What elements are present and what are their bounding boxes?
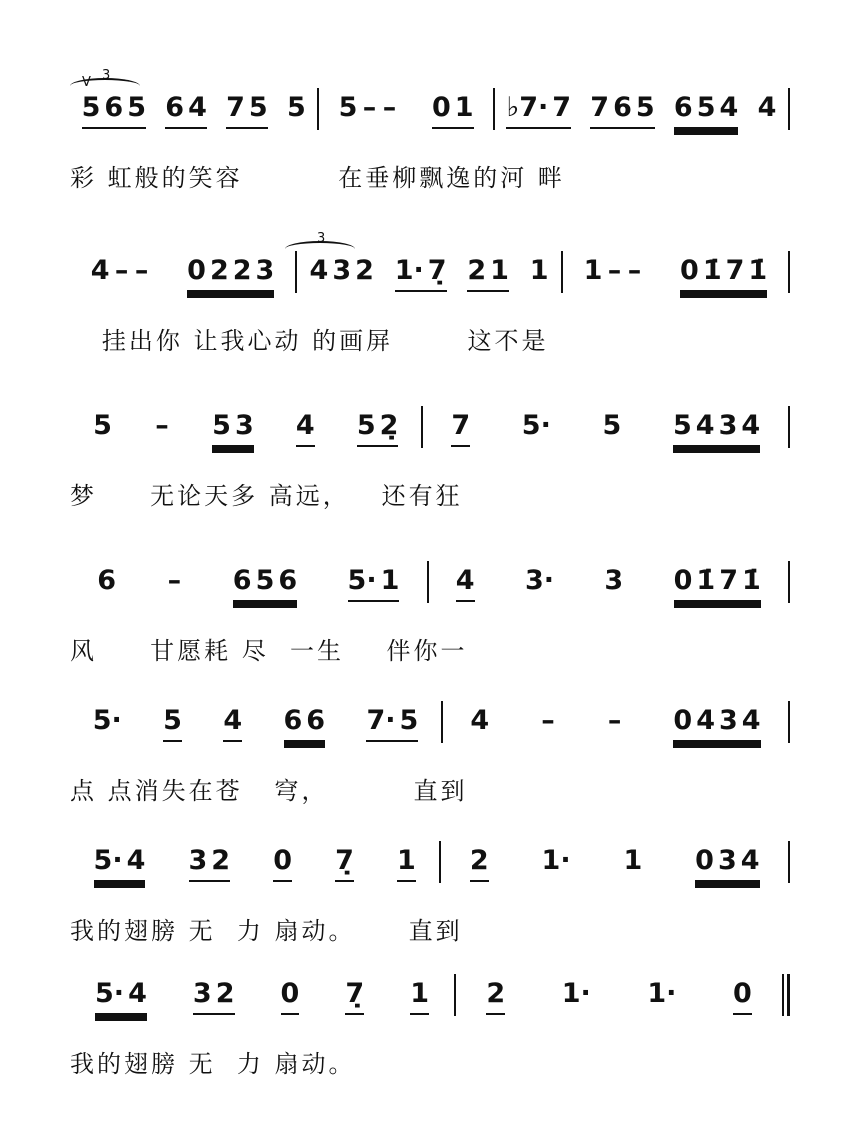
note: 5· bbox=[93, 845, 123, 876]
lyrics: 梦 无论天多 高远， 还有狂 bbox=[70, 482, 463, 510]
score-line bbox=[70, 68, 790, 193]
note-group bbox=[470, 845, 489, 882]
note: 4 bbox=[126, 845, 146, 876]
note: 1 bbox=[410, 978, 430, 1009]
note: – bbox=[607, 255, 622, 286]
note: 4 bbox=[295, 410, 315, 441]
lyrics: 我的翅膀 无 力 扇动。 bbox=[70, 1050, 356, 1078]
triplet-mark: 3 bbox=[317, 231, 326, 246]
note-group bbox=[310, 255, 374, 290]
note-group bbox=[95, 978, 147, 1015]
note-group bbox=[607, 705, 623, 740]
lyrics: 我的翅膀 无 力 扇动。 直到 bbox=[70, 917, 463, 945]
note: 4 bbox=[470, 705, 490, 736]
note-group bbox=[647, 978, 676, 1013]
note: 5· bbox=[92, 705, 122, 736]
notes-row bbox=[70, 410, 790, 480]
note: 3 bbox=[717, 845, 737, 876]
note: 5 bbox=[399, 705, 419, 736]
note: 5 bbox=[672, 410, 692, 441]
note: 5 bbox=[696, 92, 716, 123]
note: 5· bbox=[521, 410, 551, 441]
note: 5 bbox=[212, 410, 231, 441]
note: – bbox=[627, 255, 642, 286]
note: 1· bbox=[394, 255, 424, 286]
note-group bbox=[674, 92, 738, 129]
note: 3 bbox=[604, 565, 624, 596]
note-group bbox=[562, 978, 591, 1013]
note-group bbox=[93, 705, 122, 740]
note: 2 bbox=[486, 978, 506, 1009]
note: 7̣ bbox=[427, 255, 447, 286]
note-group bbox=[357, 410, 399, 447]
note-group bbox=[345, 978, 364, 1015]
note-group bbox=[584, 255, 643, 290]
note-group bbox=[540, 705, 556, 740]
measure bbox=[429, 565, 788, 602]
note-group bbox=[93, 410, 112, 445]
note-group bbox=[470, 705, 489, 740]
note-group bbox=[674, 565, 761, 602]
measure bbox=[70, 410, 421, 447]
note: 4 bbox=[695, 410, 715, 441]
score-line bbox=[70, 410, 790, 511]
measure bbox=[443, 705, 788, 742]
note: 4 bbox=[740, 845, 760, 876]
note-group bbox=[506, 92, 571, 129]
note: 0 bbox=[680, 255, 699, 286]
note: 4 bbox=[309, 255, 329, 286]
lyrics: 挂出你 让我心动 的画屏 这不是 bbox=[70, 327, 549, 355]
bar-line bbox=[782, 974, 790, 1016]
note-group bbox=[467, 255, 509, 292]
bar-line bbox=[788, 841, 790, 883]
note: 5 bbox=[602, 410, 622, 441]
note: – bbox=[541, 705, 555, 736]
note: 6 bbox=[232, 565, 252, 596]
note-group bbox=[94, 845, 146, 882]
lyrics: 风 甘愿耗 尽 一生 伴你一 bbox=[70, 637, 468, 665]
note: 6 bbox=[613, 92, 632, 123]
bar-line bbox=[788, 88, 790, 130]
note: 0 bbox=[273, 845, 292, 876]
bar-line bbox=[788, 251, 790, 293]
note: 1 bbox=[490, 255, 509, 286]
notes-row bbox=[70, 92, 790, 162]
note: 5 bbox=[356, 410, 376, 441]
note: 0 bbox=[280, 978, 300, 1009]
note-group bbox=[165, 92, 207, 129]
notes-row bbox=[70, 978, 790, 1048]
note-group bbox=[82, 92, 146, 129]
note: 2 bbox=[215, 978, 235, 1009]
notes-row bbox=[70, 255, 790, 325]
note-group bbox=[486, 978, 505, 1015]
note: 5 bbox=[286, 92, 306, 123]
note-group bbox=[163, 705, 182, 742]
note: 6 bbox=[278, 565, 298, 596]
note: – bbox=[382, 92, 397, 123]
note: 3 bbox=[255, 255, 275, 286]
note-group bbox=[590, 92, 654, 129]
note: 1 bbox=[454, 92, 474, 123]
note: 3 bbox=[332, 255, 352, 286]
note: 2 bbox=[469, 845, 489, 876]
note-group bbox=[97, 565, 116, 600]
note: 4 bbox=[696, 705, 715, 736]
note: 3· bbox=[524, 565, 555, 596]
score-line bbox=[70, 705, 790, 806]
note-group bbox=[287, 92, 306, 127]
note: 1 bbox=[529, 255, 549, 286]
note-group bbox=[91, 255, 150, 290]
note: 0 bbox=[187, 255, 206, 286]
note: 4 bbox=[455, 565, 475, 596]
score-line bbox=[70, 978, 790, 1079]
note-group bbox=[623, 845, 642, 880]
note-group bbox=[410, 978, 429, 1015]
score-line bbox=[70, 845, 790, 946]
note: 4 bbox=[188, 92, 207, 123]
note: 6 bbox=[306, 705, 326, 736]
note: 4 bbox=[223, 705, 243, 736]
note: 2 bbox=[211, 845, 231, 876]
note: 1· bbox=[561, 978, 591, 1009]
measure bbox=[441, 845, 788, 882]
note: 1̇ bbox=[748, 255, 768, 286]
note: 2 bbox=[355, 255, 374, 286]
note-group bbox=[273, 845, 292, 882]
note: 3 bbox=[234, 410, 254, 441]
note: 6 bbox=[283, 705, 303, 736]
measure bbox=[70, 978, 454, 1015]
note-group bbox=[695, 845, 759, 882]
note-group bbox=[193, 978, 235, 1015]
note: 7 bbox=[451, 410, 471, 441]
note-group bbox=[673, 410, 760, 447]
note: 0 bbox=[732, 978, 752, 1009]
bar-line bbox=[788, 561, 790, 603]
note: – bbox=[362, 92, 377, 123]
note: 5 bbox=[81, 92, 101, 123]
note: 4 bbox=[719, 92, 739, 123]
note-group bbox=[366, 705, 418, 742]
note: 6 bbox=[97, 565, 116, 596]
note-group bbox=[733, 978, 752, 1015]
note: 5 bbox=[338, 92, 358, 123]
note: 0 bbox=[695, 845, 714, 876]
note: 4 bbox=[128, 978, 147, 1009]
note-group bbox=[542, 845, 571, 880]
score-line bbox=[70, 565, 790, 666]
note: 5 bbox=[127, 92, 147, 123]
note: 1 bbox=[380, 565, 400, 596]
note: – bbox=[167, 565, 182, 596]
note: 1· bbox=[647, 978, 677, 1009]
note-group bbox=[604, 565, 623, 600]
measure bbox=[70, 845, 439, 882]
note: 4 bbox=[90, 255, 110, 286]
note-group bbox=[284, 705, 326, 742]
measure bbox=[70, 92, 317, 129]
note-group bbox=[154, 410, 170, 445]
note: 7̣ bbox=[335, 845, 354, 876]
note-group bbox=[530, 255, 549, 290]
bar-line bbox=[788, 701, 790, 743]
note-group bbox=[432, 92, 474, 129]
note-group bbox=[335, 845, 354, 882]
note-group bbox=[226, 92, 268, 129]
note: 0 bbox=[673, 565, 693, 596]
note: 3 bbox=[718, 410, 738, 441]
note: 6 bbox=[104, 92, 124, 123]
score-line bbox=[70, 231, 790, 356]
measure bbox=[563, 255, 788, 292]
note: 4 bbox=[741, 410, 761, 441]
note-group bbox=[603, 410, 622, 445]
note: 5 bbox=[163, 705, 182, 736]
note-group bbox=[680, 255, 767, 292]
note-group bbox=[296, 410, 315, 447]
note-group bbox=[212, 410, 254, 447]
note-group bbox=[187, 255, 274, 292]
note: 0 bbox=[431, 92, 451, 123]
note-group bbox=[673, 705, 760, 742]
note-group bbox=[348, 565, 400, 602]
note: 7 bbox=[552, 92, 572, 123]
triplet-mark: 3 bbox=[102, 68, 111, 83]
lyrics: 彩 虹般的笑容 在垂柳飘逸的河 畔 bbox=[70, 164, 565, 192]
measure bbox=[495, 92, 788, 129]
note: 4 bbox=[757, 92, 777, 123]
note: 3 bbox=[719, 705, 738, 736]
measure bbox=[70, 565, 427, 602]
measure bbox=[70, 255, 295, 292]
note: 6 bbox=[673, 92, 693, 123]
measure bbox=[456, 978, 782, 1015]
note-group bbox=[339, 92, 398, 127]
note-group bbox=[522, 410, 551, 445]
notes-row bbox=[70, 565, 790, 635]
note: – bbox=[114, 255, 129, 286]
note: 2 bbox=[209, 255, 229, 286]
bar-line bbox=[788, 406, 790, 448]
note: 7 bbox=[719, 565, 738, 596]
note: 1̇ bbox=[702, 255, 722, 286]
note: 5 bbox=[93, 410, 112, 441]
note: 5 bbox=[248, 92, 268, 123]
note-group bbox=[758, 92, 777, 127]
note: 5· bbox=[347, 565, 377, 596]
note: 2 bbox=[232, 255, 252, 286]
measure bbox=[297, 255, 561, 292]
notes-row bbox=[70, 845, 790, 915]
note: 2 bbox=[467, 255, 487, 286]
note-group bbox=[189, 845, 231, 882]
note-group bbox=[456, 565, 475, 602]
note: 1̇ bbox=[696, 565, 716, 596]
note: ♭7· bbox=[506, 92, 549, 123]
notes-row bbox=[70, 705, 790, 775]
note: – bbox=[607, 705, 622, 736]
note: 5· bbox=[95, 978, 125, 1009]
measure bbox=[70, 705, 441, 742]
note: 1· bbox=[541, 845, 571, 876]
lyrics: 点 点消失在苍 穹， 直到 bbox=[70, 777, 468, 805]
note: 7 bbox=[725, 255, 745, 286]
note-group bbox=[223, 705, 242, 742]
note: 7 bbox=[226, 92, 245, 123]
note: 7 bbox=[590, 92, 610, 123]
note: 3 bbox=[192, 978, 212, 1009]
note-group bbox=[281, 978, 300, 1015]
note: 6 bbox=[165, 92, 185, 123]
note: 5 bbox=[255, 565, 275, 596]
note: 7̣ bbox=[345, 978, 365, 1009]
measure bbox=[423, 410, 788, 447]
breath-mark: V bbox=[82, 75, 91, 90]
note: 4 bbox=[741, 705, 761, 736]
note-group bbox=[233, 565, 297, 602]
note: 5 bbox=[635, 92, 655, 123]
note: – bbox=[155, 410, 169, 441]
note-group bbox=[166, 565, 182, 600]
note: 0 bbox=[673, 705, 693, 736]
note: 7· bbox=[366, 705, 396, 736]
note-group bbox=[525, 565, 554, 600]
note: 1 bbox=[397, 845, 416, 876]
note: 1 bbox=[623, 845, 643, 876]
note: 2̣ bbox=[379, 410, 399, 441]
note: 1̇ bbox=[742, 565, 761, 596]
note: – bbox=[134, 255, 149, 286]
measure bbox=[319, 92, 492, 129]
note: 1 bbox=[583, 255, 603, 286]
note: 3 bbox=[188, 845, 208, 876]
note-group bbox=[451, 410, 470, 447]
note-group bbox=[395, 255, 447, 292]
note-group bbox=[397, 845, 416, 882]
